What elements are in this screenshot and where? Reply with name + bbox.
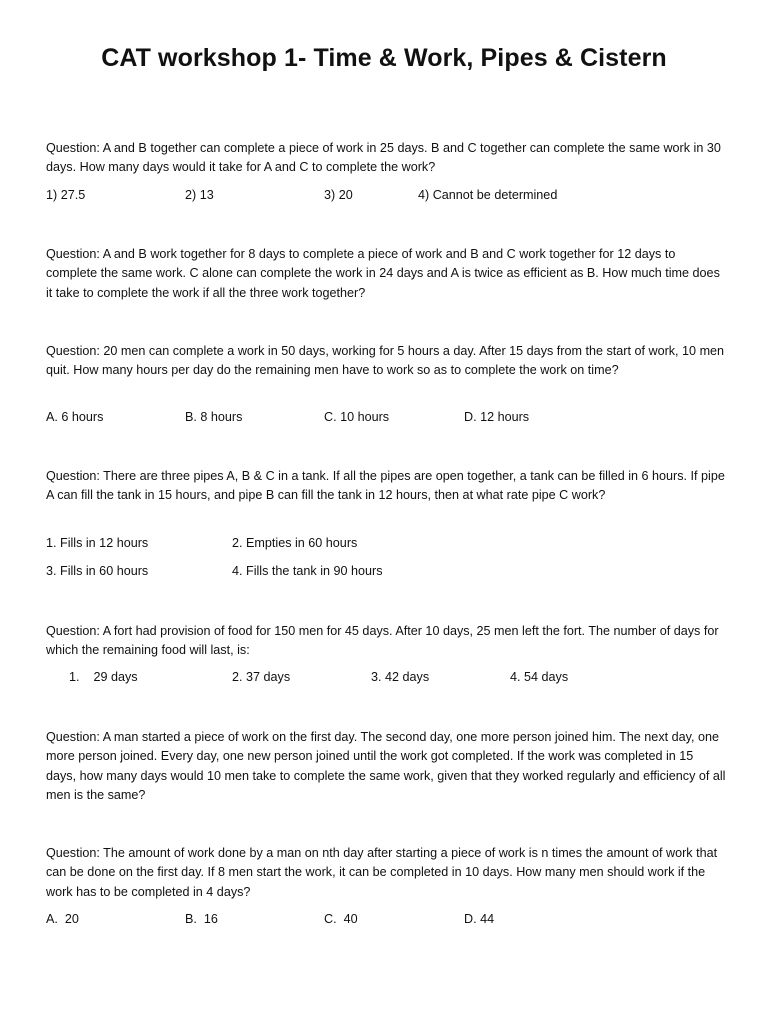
q7-option-a: A. 20	[46, 912, 79, 926]
question-7-options	[46, 912, 726, 932]
question-3-text: Question: 20 men can complete a work in 50 days, working for 5 hours a day. After 15 days from the start of work, 10 men quit. How many hours per day do the remaining men have to work so as to complete the work on time?	[46, 344, 725, 378]
question-4-options-row-1	[46, 536, 726, 556]
q4-option-1: 1. Fills in 12 hours	[46, 536, 149, 550]
question-3-options	[46, 410, 726, 430]
question-4-text: Question: There are three pipes A, B & C in a tank. If all the pipes are open together, a tank can be filled in 6 hours. If pipe A can fill the tank in 15 hours, and pipe B can fill the tank in 12 hours, then at what rate pipe C work?	[46, 469, 725, 503]
question-2-text: Question: A and B work together for 8 days to complete a piece of work and B and C work together for 12 days to complete the same work. C alone can complete the work in 24 days and A is twice as efficient as B. How much time does it take to complete the work if all the three work together?	[46, 247, 720, 300]
question-7-text: Question: The amount of work done by a man on nth day after starting a piece of work is n times the amount of work that can be done on the first day. If 8 men start the work, it can be completed in 10 days. How many men should work if the work has to be completed in 4 days?	[46, 846, 718, 899]
question-1-text: Question: A and B together can complete a piece of work in 25 days. B and C together can complete the same work in 30 days. How many days would it take for A and C to complete the work?	[46, 141, 721, 175]
q3-option-b: B. 8 hours	[185, 410, 243, 424]
q7-option-d: D. 44	[464, 912, 495, 926]
q4-option-4: 4. Fills the tank in 90 hours	[232, 564, 383, 578]
page-title: CAT workshop 1- Time & Work, Pipes & Cistern	[101, 44, 667, 72]
q5-option-1: 1. 29 days	[69, 670, 138, 684]
q1-option-1: 1) 27.5	[46, 188, 86, 202]
question-6-text: Question: A man started a piece of work on the first day. The second day, one more person joined him. The next day, one more person joined. Every day, one new person joined until the work got completed. If the work was completed in 15 days, how many days would 10 men take to complete the same work, given that they worked regularly and efficiency of all men is the same?	[46, 730, 726, 802]
q3-option-a: A. 6 hours	[46, 410, 104, 424]
q5-option-2: 2. 37 days	[232, 670, 291, 684]
q3-option-c: C. 10 hours	[324, 410, 390, 424]
q1-option-4: 4) Cannot be determined	[418, 188, 558, 202]
question-5-text: Question: A fort had provision of food for 150 men for 45 days. After 10 days, 25 men left the fort. The number of days for which the remaining food will last, is:	[46, 624, 719, 658]
q4-option-2: 2. Empties in 60 hours	[232, 536, 358, 550]
q7-option-b: B. 16	[185, 912, 218, 926]
q5-option-4: 4. 54 days	[510, 670, 569, 684]
q3-option-d: D. 12 hours	[464, 410, 530, 424]
q1-option-3: 3) 20	[324, 188, 353, 202]
question-4-options-row-2	[46, 564, 726, 584]
q1-option-2: 2) 13	[185, 188, 214, 202]
q7-option-c: C. 40	[324, 912, 358, 926]
q4-option-3: 3. Fills in 60 hours	[46, 564, 149, 578]
question-1-options	[46, 188, 726, 208]
q5-option-3: 3. 42 days	[371, 670, 430, 684]
question-5-options	[46, 670, 726, 690]
